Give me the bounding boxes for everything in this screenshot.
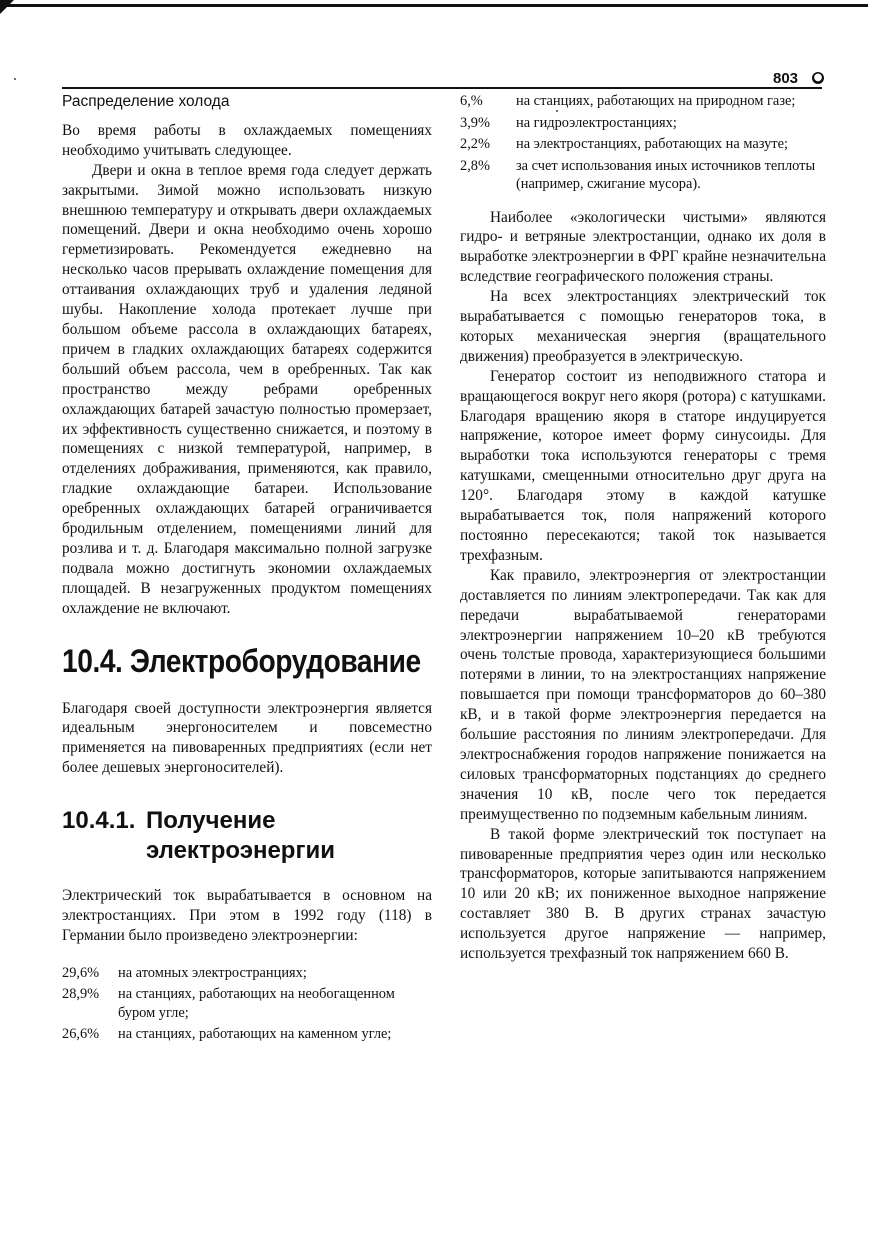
stat-percent: 26,6% <box>62 1026 100 1043</box>
left-column <box>62 92 432 1047</box>
paragraph: Во время работы в охлаждаемых помещениях необходимо учитывать следующее. <box>62 121 432 159</box>
stat-percent: 6,% <box>460 93 483 109</box>
scan-top-edge <box>0 4 868 7</box>
page-number-bullet: ● <box>813 72 823 83</box>
subsection-title-line-2: электроэнергии <box>146 837 335 865</box>
energy-stats-list-continued <box>460 92 826 194</box>
list-item <box>62 964 432 983</box>
stat-text: на станциях, работающих на необогащенном буром угле; <box>118 986 395 1021</box>
stat-text: на станциях, работающих на каменном угле; <box>118 1026 392 1043</box>
stat-text: на гидроэлектростанциях; <box>516 114 677 131</box>
stat-percent: 29,6% <box>62 964 100 981</box>
stat-text: на атомных электространциях; <box>118 964 307 981</box>
stat-percent: 3,9% <box>460 114 490 131</box>
stat-text: на электростанциях, работающих на мазуте; <box>516 136 788 152</box>
right-column <box>460 92 826 964</box>
scan-corner-mark <box>0 0 14 14</box>
section-heading: 10.4. Электроборудование <box>62 642 421 679</box>
scan-speck <box>14 78 16 80</box>
paragraph: В такой форме электрический ток поступает на пивоваренные предприятия через один или несколько трансформаторов, которые запитываются напряжением 10 или 20 кВ; их пониженное выходное напряжение составляет 380 В. В других странах зачастую используется другое напряжение — например, используется трехфазный ток напряжением 660 В. <box>460 825 826 963</box>
paragraph: Электрический ток вырабатывается в основном на электростанциях. При этом в 1992 году (118) в Германии было произведено электроэнергии: <box>62 887 432 944</box>
paragraph: Наиболее «экологически чистыми» являются гидро- и ветряные электростанции, однако их доля в выработке электроэнергии в ФРГ крайне незначительна вследствие географического положения страны. <box>460 208 826 286</box>
list-item <box>460 157 826 194</box>
paragraph: Генератор состоит из неподвижного статора и вращающегося вокруг него якоря (ротора) с катушками. Благодаря вращению якоря в статоре индуцируется напряжение, которое имеет форму синусоиды. Для выработки тока используются генераторы с тремя катушками, смещенными относительно друг друга на 120°. Благодаря этому в каждой катушке вырабатывается ток, поля напряжений которого постоянно пересекаются; такой ток называется трехфазным. <box>460 367 826 564</box>
stat-text: на станциях, работающих на природном газе; <box>516 93 796 109</box>
list-item <box>62 1025 432 1044</box>
stat-text: за счет использования иных источников теплоты (например, сжигание мусора). <box>516 157 816 192</box>
paragraph: На всех электростанциях электрический ток вырабатывается с помощью генераторов тока, в которых механическая энергия (вращательного движения) преобразуется в электрическую. <box>460 288 826 365</box>
stat-percent: 2,8% <box>460 157 490 174</box>
paragraph: Как правило, электроэнергия от электростанции доставляется по линиям электропередачи. Так как для передачи вырабатываемой генераторами электроэнергии напряжением 10–20 кВ требуются очень толстые провода, характеризующиеся большими потерями в линии, то на электростанциях напряжение повышается при помощи трансформаторов до 60–380 кВ, и в такой форме электроэнергия передается на большие расстояния по линиям электропередачи. Для электроснабжения городов напряжение понижается на силовых трансформаторных подстанциях до среднего значения 10 кВ, после чего ток передается преимущественно по подземным кабельным линиям. <box>460 566 826 823</box>
list-item <box>460 114 826 133</box>
list-item <box>62 985 432 1022</box>
page-number: 803 <box>773 70 799 87</box>
list-item <box>460 92 826 111</box>
subsection-number: 10.4.1. <box>62 807 136 835</box>
paragraph: Благодаря своей доступности электроэнергия является идеальным энергоносителем и повсеместно применяется на пивоваренных предприятиях (если нет более дешевых энергоносителей). <box>62 699 432 777</box>
subsection-heading <box>62 806 432 866</box>
stat-percent: 2,2% <box>460 136 490 152</box>
paragraph: Двери и окна в теплое время года следует держать закрытыми. Зимой можно использовать низкую внешнюю температуру и открывать двери охлаждаемых помещений. Двери и окна необходимо очень хорошо герметизировать. Рекомендуется ежедневно на несколько часов прерывать охлаждение помещения для оттаивания охлаждающих труб и удаления ледяной шубы. Накопление холода протекает лучше при большом объеме рассола в охлаждающих батареях, причем в гладких охлаждающих батареях содержится больший объем рассола, чем в оребренных. Так как пространство между ребрами оребренных охлаждающих батарей зачастую полностью промерзает, их эффективность существенно снижается, и поэтому в помещениях с низкой температурой, например, в отделениях дображивания, применяются, как правило, гладкие охлаждающие батареи. Использование оребренных охлаждающих батарей ограничивается бродильным отделением, помещениями линий для розлива и т. д. Благодаря максимально полной загрузке подвала можно достигнуть экономии охлаждаемых площадей. В незагруженных продуктом помещениях охлаждение не включают. <box>62 161 432 617</box>
energy-stats-list <box>62 964 432 1044</box>
header-rule <box>62 87 822 89</box>
list-item <box>460 135 826 154</box>
stat-percent: 28,9% <box>62 986 100 1003</box>
subheading-cold-distribution: Распределение холода <box>62 93 230 110</box>
subsection-title-line-1: Получение <box>146 807 276 835</box>
